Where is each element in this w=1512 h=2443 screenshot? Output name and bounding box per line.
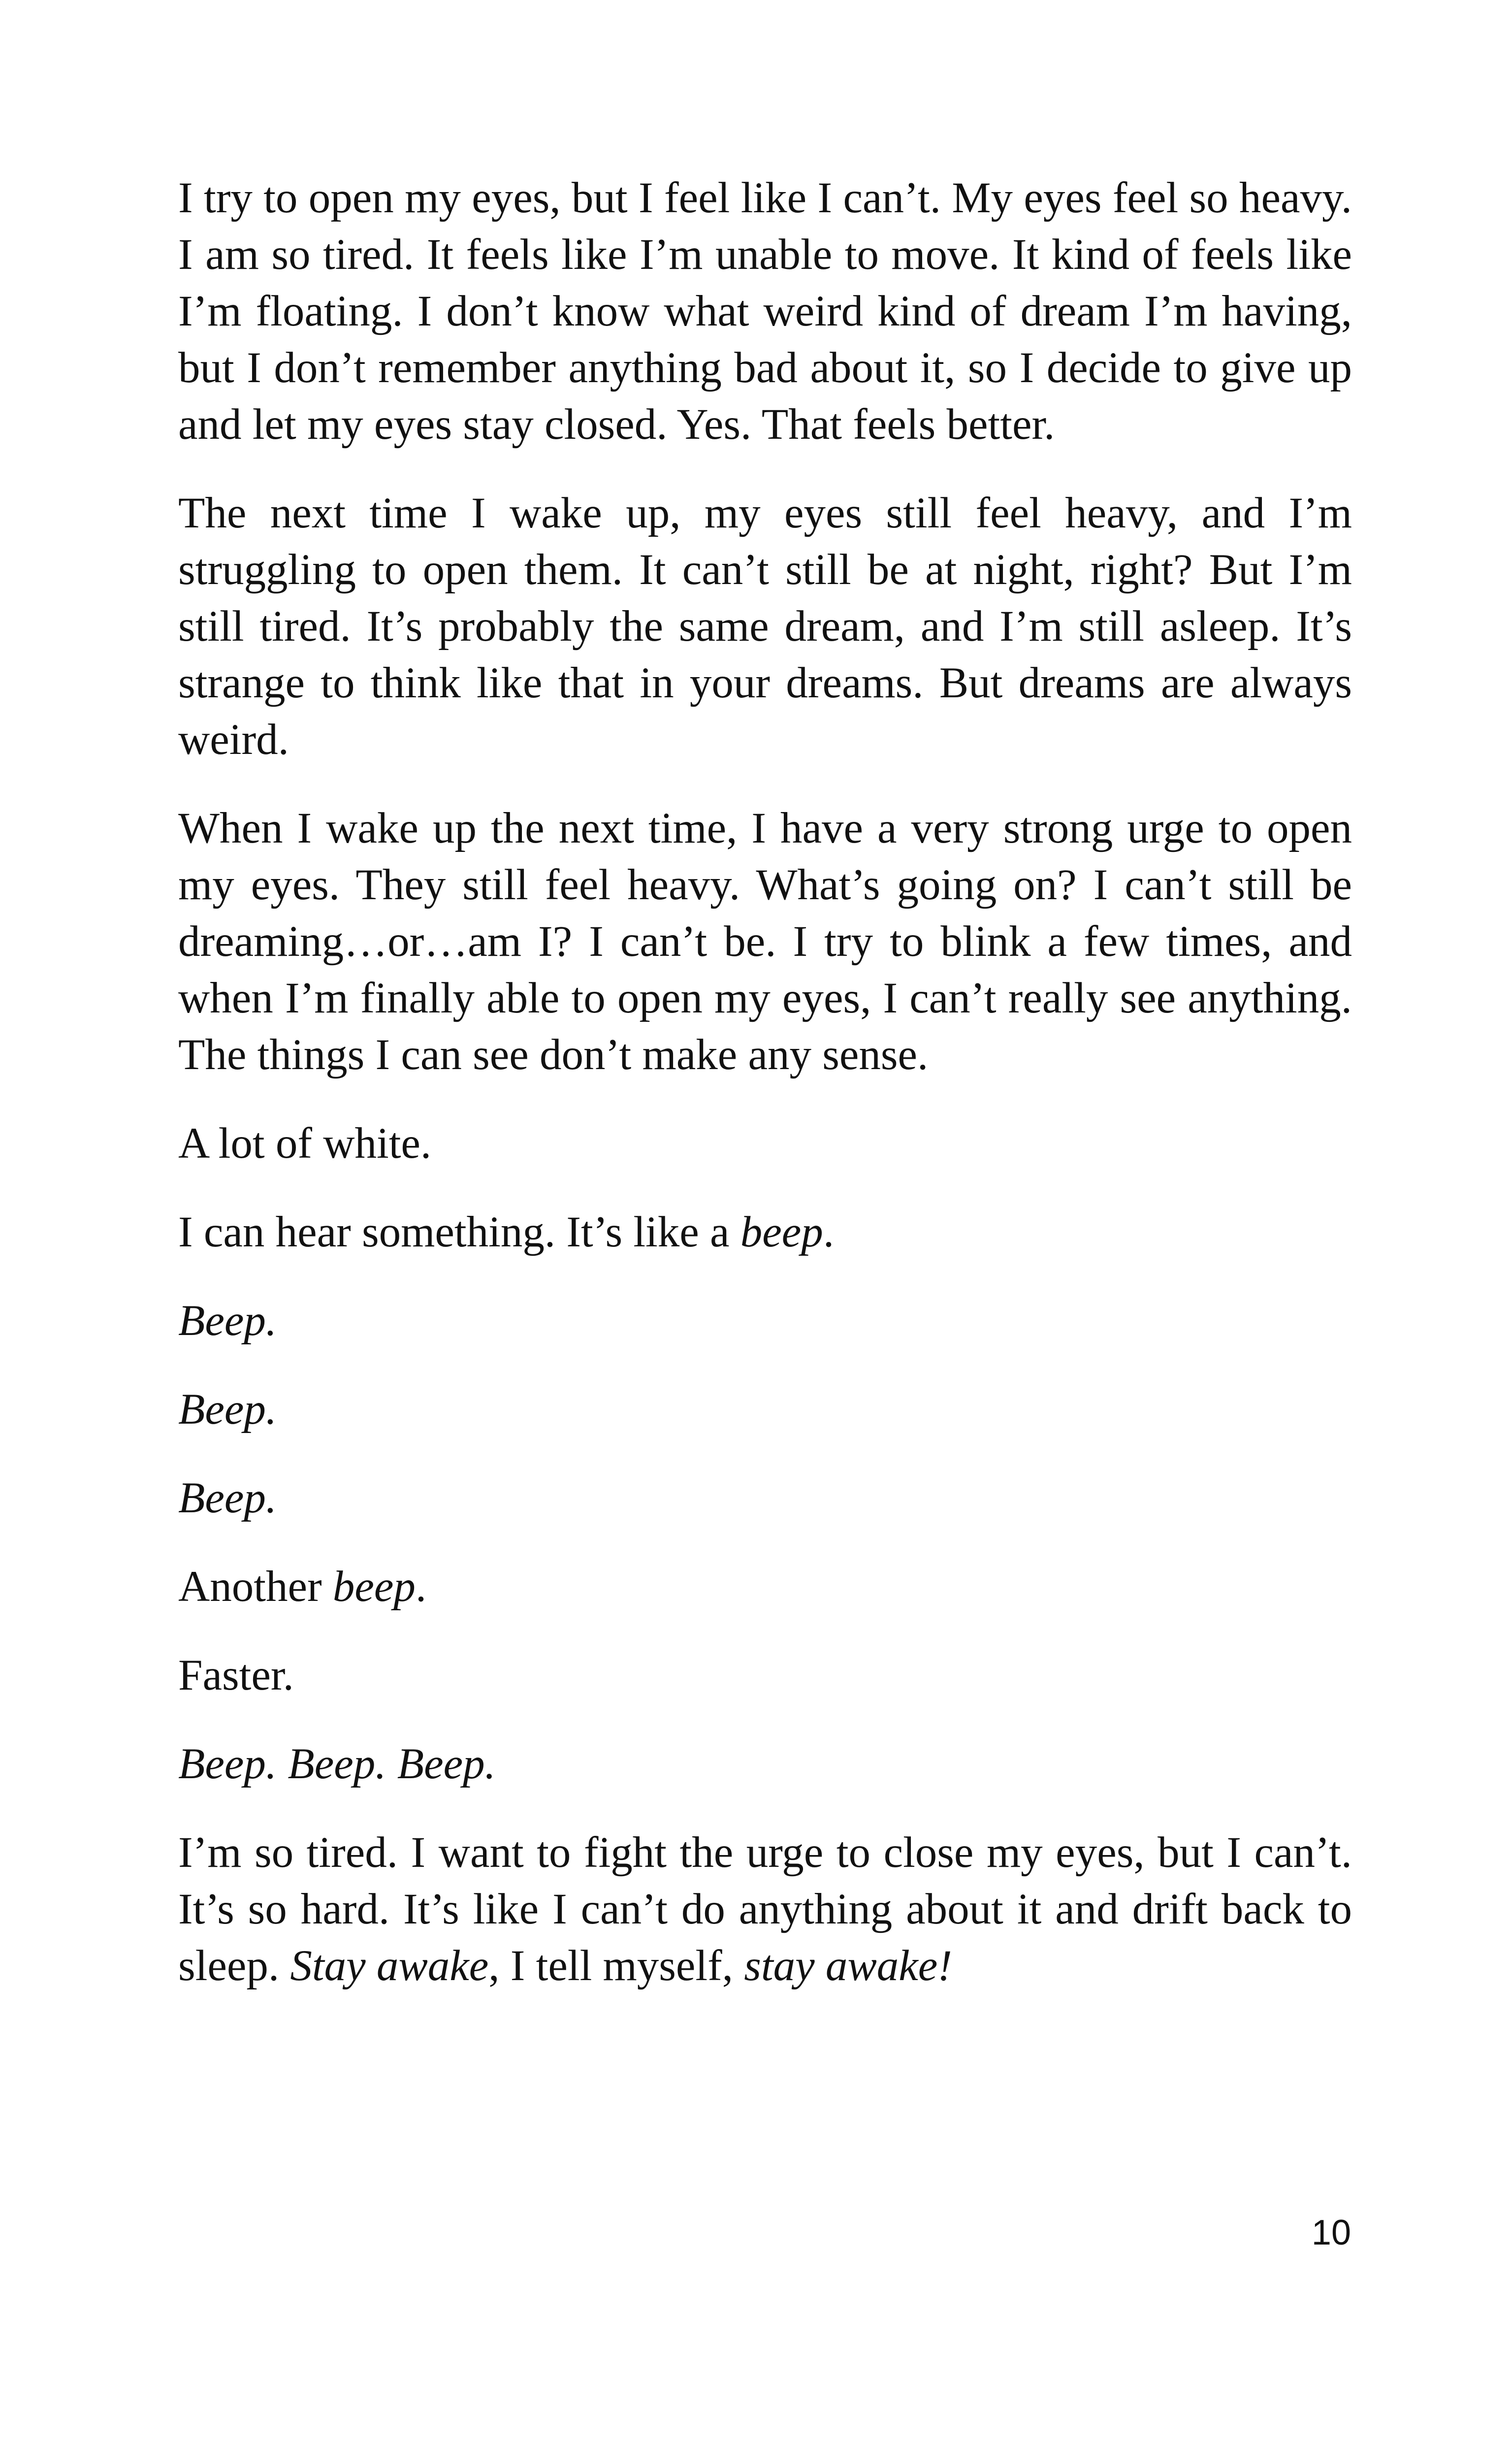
paragraph: [178, 1824, 1352, 1994]
text-segment: .: [415, 1563, 427, 1611]
text-segment: Another: [178, 1563, 333, 1611]
paragraph: [178, 1647, 1352, 1704]
italic-text-segment: Beep.: [178, 1474, 277, 1522]
text-segment: Faster.: [178, 1651, 294, 1699]
paragraph: [178, 1204, 1352, 1261]
text-segment: A lot of white.: [178, 1119, 432, 1168]
text-segment: I try to open my eyes, but I feel like I can’t. My eyes feel so heavy. I am so tired. It feels like I’m unable to move. It kind of feels like I’m floating. I don’t know what weird kind of dream I’m having, but I don’t remember anything bad about it, so I decide to give up and let my eyes stay closed. Yes. That feels better.: [178, 174, 1352, 449]
paragraph: [178, 1470, 1352, 1527]
page-number: 10: [1311, 2213, 1351, 2252]
italic-text-segment: Beep.: [178, 1385, 277, 1433]
text-segment: I’m so tired. I want to fight the urge to close my eyes, but I can’t. It’s so hard. It’s like I can’t do anything about it and drift back to sleep.: [178, 1828, 1352, 1990]
paragraph: [178, 1381, 1352, 1438]
body-text: [178, 170, 1352, 2026]
paragraph: [178, 800, 1352, 1083]
text-segment: .: [823, 1208, 835, 1256]
text-segment: I can hear something. It’s like a: [178, 1208, 740, 1256]
italic-text-segment: stay awake!: [744, 1942, 952, 1990]
text-segment: When I wake up the next time, I have a very strong urge to open my eyes. They still feel heavy. What’s going on? I can’t still be dreaming…or…am I? I can’t be. I try to blink a few times, and when I’m finally able to open my eyes, I can’t really see anything. The things I can see don’t make any sense.: [178, 804, 1352, 1079]
italic-text-segment: Beep. Beep. Beep.: [178, 1740, 496, 1788]
text-segment: The next time I wake up, my eyes still feel heavy, and I’m struggling to open them. It can’t still be at night, right? But I’m still tired. It’s probably the same dream, and I’m still asleep. It’s strange to think like that in your dreams. But dreams are always weird.: [178, 489, 1352, 764]
italic-text-segment: beep: [740, 1208, 823, 1256]
paragraph: [178, 1736, 1352, 1792]
paragraph: [178, 1293, 1352, 1349]
italic-text-segment: Beep.: [178, 1297, 277, 1345]
paragraph: [178, 485, 1352, 768]
paragraph: [178, 1559, 1352, 1615]
italic-text-segment: beep: [332, 1563, 416, 1611]
paragraph: [178, 170, 1352, 453]
paragraph: [178, 1115, 1352, 1172]
italic-text-segment: Stay awake: [290, 1942, 489, 1990]
text-segment: , I tell myself,: [488, 1942, 744, 1990]
